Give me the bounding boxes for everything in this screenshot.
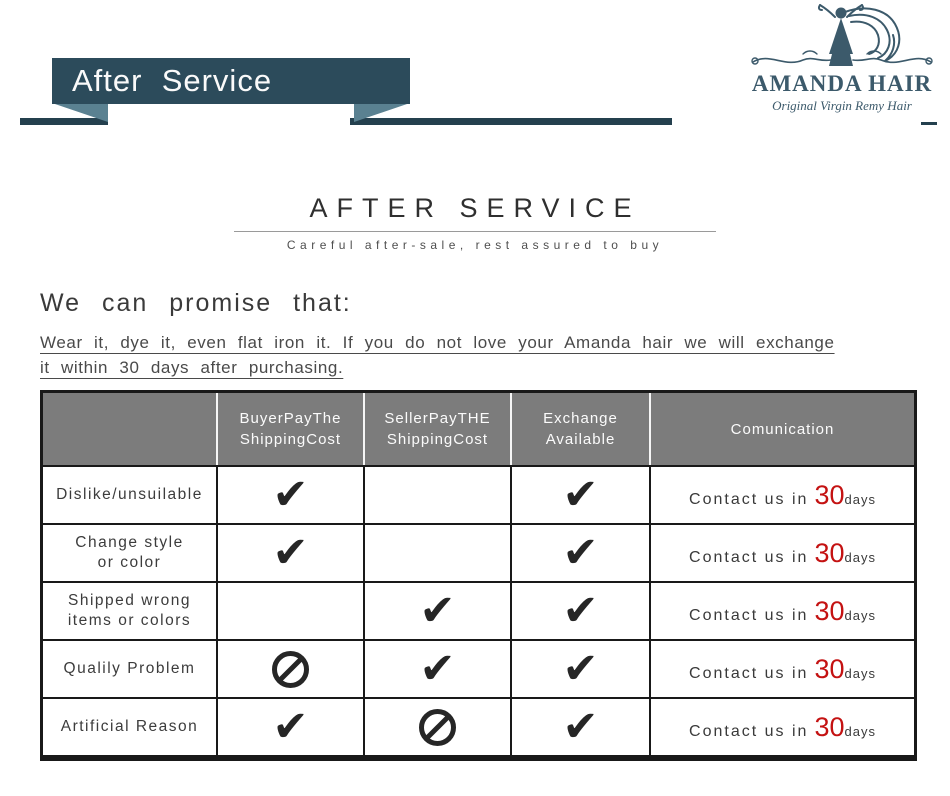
seller-pays-cell xyxy=(363,583,510,639)
header-seller-pays xyxy=(363,393,510,465)
seller-pays-cell xyxy=(363,641,510,697)
contact-text: Contact us in xyxy=(689,664,809,682)
promise-text xyxy=(40,330,920,380)
check-icon xyxy=(562,706,598,749)
seller-pays-cell xyxy=(363,699,510,755)
header-seller-line1: SellerPayTHE xyxy=(384,410,491,427)
header-communication xyxy=(649,393,914,465)
after-service-policy-table xyxy=(40,390,917,761)
header-buyer-pays xyxy=(216,393,363,465)
contact-days-unit: days xyxy=(844,723,876,739)
brand-tagline: Original Virgin Remy Hair xyxy=(772,98,912,113)
contact-text: Contact us in xyxy=(689,548,809,566)
check-icon xyxy=(562,648,598,691)
row-label: Shipped wrong xyxy=(68,592,191,609)
check-icon xyxy=(272,706,308,749)
header-empty-cell xyxy=(43,393,216,465)
buyer-pays-cell xyxy=(216,641,363,697)
row-label: Artificial Reason xyxy=(60,718,199,735)
exchange-cell xyxy=(510,699,649,755)
woman-flowing-hair-icon xyxy=(747,2,937,74)
table-row xyxy=(43,697,914,755)
communication-cell xyxy=(649,467,914,523)
ribbon-title: After Service xyxy=(72,63,273,98)
row-label-line2: or color xyxy=(97,554,162,571)
seller-pays-cell xyxy=(363,525,510,581)
promise-heading: We can promise that: xyxy=(40,289,352,317)
check-icon xyxy=(272,474,308,517)
row-label-cell xyxy=(43,699,216,755)
table-row xyxy=(43,581,914,639)
table-header-row xyxy=(43,393,914,465)
prohibition-icon xyxy=(272,651,309,688)
contact-text: Contact us in xyxy=(689,722,809,740)
contact-days-unit: days xyxy=(844,491,876,507)
contact-days-number: 30 xyxy=(814,711,845,742)
buyer-pays-cell xyxy=(216,467,363,523)
row-label-cell xyxy=(43,583,216,639)
table-row xyxy=(43,523,914,581)
exchange-cell xyxy=(510,525,649,581)
after-service-ribbon xyxy=(52,58,410,104)
promise-block xyxy=(40,289,920,380)
contact-text: Contact us in xyxy=(689,606,809,624)
section-heading xyxy=(0,193,950,252)
row-label-cell xyxy=(43,467,216,523)
header-buyer-line2: ShippingCost xyxy=(239,431,342,448)
promise-line-1: Wear it, dye it, even flat iron it. If you do not love your Amanda hair we will exchange xyxy=(40,333,835,352)
contact-days-unit: days xyxy=(844,665,876,681)
exchange-cell xyxy=(510,641,649,697)
header-buyer-line1: BuyerPayThe xyxy=(239,410,342,427)
exchange-cell xyxy=(510,583,649,639)
communication-cell xyxy=(649,699,914,755)
brand-name: AMANDA HAIR xyxy=(751,71,933,96)
table-row xyxy=(43,465,914,523)
buyer-pays-cell xyxy=(216,699,363,755)
divider-line-middle xyxy=(350,118,672,125)
amanda-hair-logo xyxy=(742,2,942,122)
check-icon xyxy=(272,532,308,575)
promise-line-2: it within 30 days after purchasing. xyxy=(40,358,344,377)
header-exchange-available xyxy=(510,393,649,465)
buyer-pays-cell xyxy=(216,525,363,581)
communication-cell xyxy=(649,641,914,697)
check-icon xyxy=(419,648,455,691)
contact-days-number: 30 xyxy=(814,479,845,510)
check-icon xyxy=(419,590,455,633)
contact-days-number: 30 xyxy=(814,537,845,568)
contact-days-number: 30 xyxy=(814,653,845,684)
contact-days-unit: days xyxy=(844,549,876,565)
contact-text: Contact us in xyxy=(689,490,809,508)
contact-days-number: 30 xyxy=(814,595,845,626)
communication-cell xyxy=(649,525,914,581)
header-exchange-line1: Exchange xyxy=(543,410,618,427)
seller-pays-cell xyxy=(363,467,510,523)
prohibition-icon xyxy=(419,709,456,746)
buyer-pays-cell xyxy=(216,583,363,639)
exchange-cell xyxy=(510,467,649,523)
check-icon xyxy=(562,532,598,575)
header-exchange-line2: Available xyxy=(545,431,616,448)
row-label-line2: items or colors xyxy=(67,612,192,629)
row-label-cell xyxy=(43,641,216,697)
section-title: AFTER SERVICE xyxy=(309,193,641,223)
table-row xyxy=(43,639,914,697)
section-subtitle: Careful after-sale, rest assured to buy xyxy=(286,238,664,252)
contact-days-unit: days xyxy=(844,607,876,623)
check-icon xyxy=(562,590,598,633)
section-title-underline xyxy=(234,231,716,232)
row-label: Change style xyxy=(75,534,184,551)
row-label-cell xyxy=(43,525,216,581)
communication-cell xyxy=(649,583,914,639)
divider-line-left xyxy=(20,118,108,125)
check-icon xyxy=(562,474,598,517)
row-label: Dislike/unsuilable xyxy=(56,486,203,503)
header-communication-label: Comunication xyxy=(730,420,835,438)
header-seller-line2: ShippingCost xyxy=(386,431,489,448)
row-label: Qualily Problem xyxy=(63,660,196,677)
